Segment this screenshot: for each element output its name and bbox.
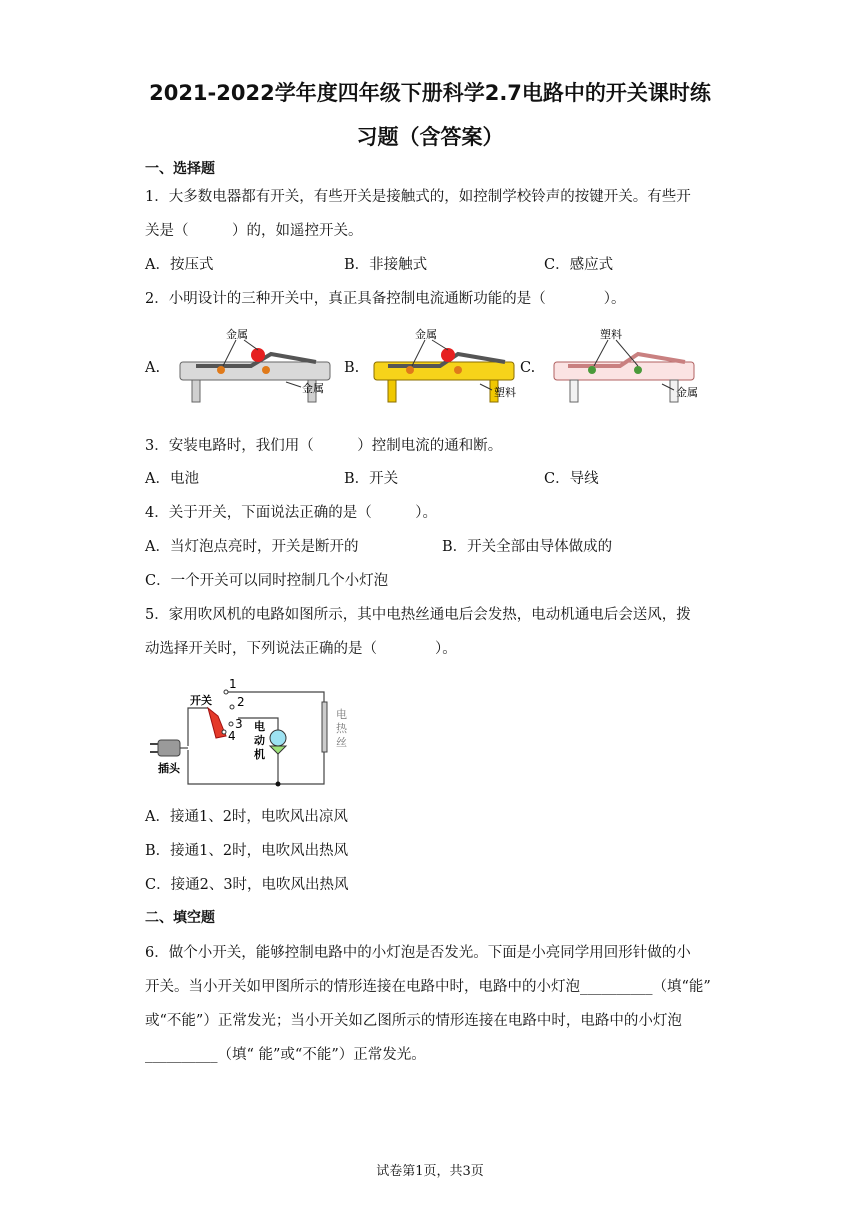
question-6-text-line2: 开关。当小开关如甲图所示的情形连接在电路中时，电路中的小灯泡__________（填“能” xyxy=(145,979,711,995)
label-metal-top: 金属 xyxy=(226,328,248,341)
label-motor-2: 动 xyxy=(254,734,265,747)
question-1-option-b: B．非接触式 xyxy=(344,257,428,273)
question-1-text: 1．大多数电器都有开关，有些开关是接触式的，如控制学校铃声的按键开关。有些开 xyxy=(145,189,691,205)
question-3-option-c: C．导线 xyxy=(544,471,599,487)
label-heater-3: 丝 xyxy=(336,736,347,749)
question-5-text: 5．家用吹风机的电路如图所示，其中电热丝通电后会发热，电动机通电后会送风，拨 xyxy=(145,607,691,623)
label-metal-side: 金属 xyxy=(302,382,324,395)
question-6-text-line3: 或“不能”）正常发光；当小开关如乙图所示的情形连接在电路中时，电路中的小灯泡 xyxy=(145,1013,682,1029)
question-2-option-a: A. xyxy=(145,360,161,376)
label-heater-2: 热 xyxy=(336,722,347,735)
question-4-option-b: B．开关全部由导体做成的 xyxy=(442,539,613,555)
switch-figure-c xyxy=(550,322,710,404)
question-5-option-a: A．接通1、2时，电吹风出凉风 xyxy=(145,809,348,825)
label-plastic-side: 塑料 xyxy=(494,386,516,399)
question-2-option-b: B. xyxy=(344,360,360,376)
question-5-option-c: C．接通2、3时，电吹风出热风 xyxy=(145,877,349,893)
question-2-option-c: C. xyxy=(520,360,536,376)
section-heading-choice: 一、选择题 xyxy=(145,161,215,177)
question-4-option-c: C．一个开关可以同时控制几个小灯泡 xyxy=(145,573,389,589)
label-motor-1: 电 xyxy=(254,720,265,733)
question-3-option-a: A．电池 xyxy=(145,471,199,487)
question-1-option-c: C．感应式 xyxy=(544,257,614,273)
question-4-text: 4．关于开关，下面说法正确的是（ ）。 xyxy=(145,505,437,521)
hairdryer-circuit-diagram xyxy=(146,672,362,794)
label-metal-side: 金属 xyxy=(676,386,698,399)
label-plastic-top: 塑料 xyxy=(600,328,622,341)
label-heater-1: 电 xyxy=(336,708,347,721)
label-metal-top: 金属 xyxy=(415,328,437,341)
question-2-text: 2．小明设计的三种开关中，真正具备控制电流通断功能的是（ ）。 xyxy=(145,291,626,307)
contact-3: 3 xyxy=(235,717,243,731)
question-3-text: 3．安装电路时，我们用（ ）控制电流的通和断。 xyxy=(145,438,503,454)
switch-figure-a xyxy=(176,322,336,404)
page-title-line2: 习题（含答案） xyxy=(356,125,504,149)
contact-4: 4 xyxy=(228,729,236,743)
switch-figure-b xyxy=(370,322,525,404)
label-motor-3: 机 xyxy=(254,748,265,761)
question-6-text-line4: __________（填“ 能”或“不能”）正常发光。 xyxy=(145,1047,426,1063)
question-1-text-line2: 关是（ ）的，如遥控开关。 xyxy=(145,223,363,239)
question-3-option-b: B．开关 xyxy=(344,471,399,487)
contact-1: 1 xyxy=(229,677,237,691)
page-title: 2021-2022学年度四年级下册科学2.7电路中的开关课时练 xyxy=(149,81,711,105)
label-switch: 开关 xyxy=(190,694,212,707)
question-5-text-line2: 动选择开关时，下列说法正确的是（ ）。 xyxy=(145,641,457,657)
question-5-option-b: B．接通1、2时，电吹风出热风 xyxy=(145,843,349,859)
question-1-option-a: A．按压式 xyxy=(145,257,214,273)
contact-2: 2 xyxy=(237,695,245,709)
question-4-option-a: A．当灯泡点亮时，开关是断开的 xyxy=(145,539,359,555)
section-heading-fill: 二、填空题 xyxy=(145,910,215,926)
question-6-text: 6．做个小开关，能够控制电路中的小灯泡是否发光。下面是小亮同学用回形针做的小 xyxy=(145,945,691,961)
page-footer: 试卷第1页，共3页 xyxy=(376,1164,484,1179)
label-plug: 插头 xyxy=(158,762,180,775)
